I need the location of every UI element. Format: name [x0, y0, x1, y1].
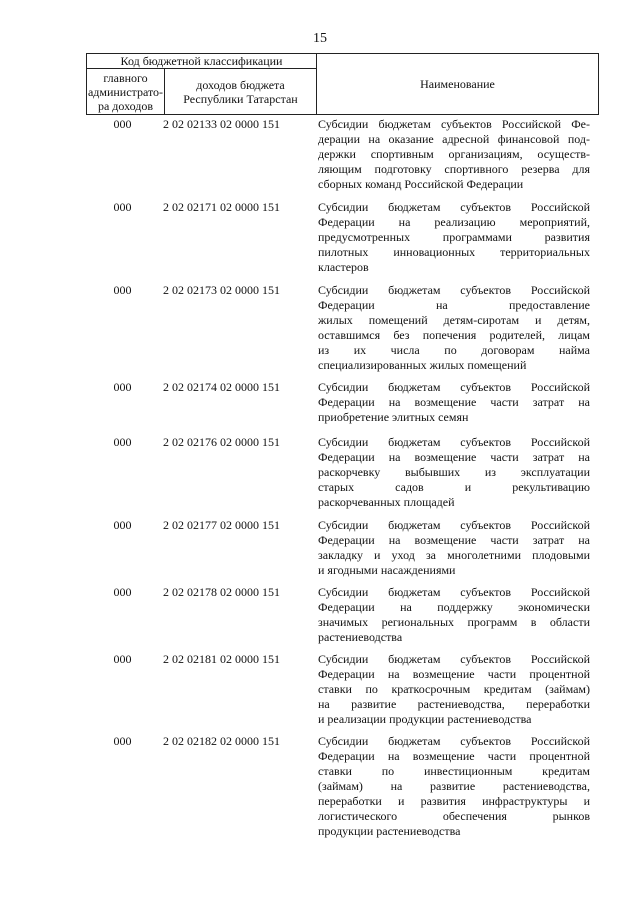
name-line: кластеров [318, 260, 369, 274]
name-line: Субсидии бюджетам субъектов Российской [318, 518, 590, 532]
name-cell [318, 435, 590, 510]
name-line: ляющим подготовку спортивного резерва для [318, 162, 590, 176]
name-line: Федерации на возмещение части процентной [318, 749, 590, 763]
name-line: Субсидии бюджетам субъектов Российской [318, 435, 590, 449]
name-line: Федерации на предоставление [318, 298, 590, 312]
income-code-cell: 2 02 02173 02 0000 151 [163, 283, 280, 297]
name-line: из их числа по договорам найма [318, 343, 590, 357]
name-line: Субсидии бюджетам субъектов Российской [318, 200, 590, 214]
name-line: держки спортивным организациям, осуществ- [318, 147, 590, 161]
header-admin-line: главного [103, 70, 148, 85]
name-line: специализированных жилых помещений [318, 358, 527, 372]
name-cell [318, 734, 590, 839]
table-row [86, 380, 598, 425]
admin-code-cell: 000 [113, 435, 132, 449]
income-code-cell: 2 02 02181 02 0000 151 [163, 652, 280, 666]
name-line: жилых помещений детям-сиротам и детям, [318, 313, 590, 327]
name-cell [318, 585, 590, 645]
header-income-column [165, 69, 317, 115]
name-line: приобретение элитных семян [318, 410, 469, 424]
name-line: дерации на оказание адресной финансовой под- [318, 132, 590, 146]
header-admin-line: ра доходов [97, 98, 154, 113]
income-code-cell: 2 02 02182 02 0000 151 [163, 734, 280, 748]
name-line: и реализации продукции растениеводства [318, 712, 532, 726]
name-line: продукции растениеводства [318, 824, 461, 838]
admin-code-cell: 000 [113, 585, 132, 599]
name-line: Федерации на реализацию мероприятий, [318, 215, 590, 229]
admin-code-cell: 000 [113, 117, 132, 131]
name-line: на развитие растениеводства, переработки [318, 697, 590, 711]
table-row [86, 283, 598, 373]
name-line: пилотных инновационных территориальных [318, 245, 590, 259]
header-income-line: доходов бюджета [196, 77, 285, 92]
income-code-cell: 2 02 02177 02 0000 151 [163, 518, 280, 532]
income-code-cell: 2 02 02174 02 0000 151 [163, 380, 280, 394]
name-cell [318, 200, 590, 275]
name-line: растениеводства [318, 630, 403, 644]
name-cell [318, 652, 590, 727]
name-line: Федерации на поддержку экономически [318, 600, 590, 614]
table-row [86, 734, 598, 839]
table-row [86, 652, 598, 727]
admin-code-cell: 000 [113, 734, 132, 748]
income-code-cell: 2 02 02171 02 0000 151 [163, 200, 280, 214]
table-row [86, 200, 598, 275]
name-line: Субсидии бюджетам субъектов Российской [318, 585, 590, 599]
name-line: сборных команд Российской Федерации [318, 177, 524, 191]
name-cell [318, 283, 590, 373]
header-income-line: Республики Татарстан [183, 91, 298, 106]
table-body [86, 117, 598, 839]
name-line: ставки по инвестиционным кредитам [318, 764, 590, 778]
name-line: Субсидии бюджетам субъектов Российской [318, 652, 590, 666]
income-code-cell: 2 02 02176 02 0000 151 [163, 435, 280, 449]
name-line: раскорчеванных площадей [318, 495, 455, 509]
admin-code-cell: 000 [113, 283, 132, 297]
name-line: значимых региональных программ в области [318, 615, 590, 629]
name-line: переработки и развития инфраструктуры и [318, 794, 590, 808]
header-name-column: Наименование [317, 54, 599, 115]
name-line: оставшимся без попечения родителей, лицам [318, 328, 590, 342]
admin-code-cell: 000 [113, 200, 132, 214]
name-line: Федерации на возмещение части затрат на [318, 395, 590, 409]
name-line: Субсидии бюджетам субъектов Российской [318, 734, 590, 748]
name-line: Субсидии бюджетам субъектов Российской [318, 283, 590, 297]
admin-code-cell: 000 [113, 652, 132, 666]
header-admin-line: администрато- [87, 84, 164, 99]
admin-code-cell: 000 [113, 380, 132, 394]
header-group-title: Код бюджетной классификации [87, 54, 317, 69]
name-line: раскорчевку выбывших из эксплуатации [318, 465, 590, 479]
table-header [86, 53, 599, 115]
name-cell [318, 117, 590, 192]
name-line: Федерации на возмещение части затрат на [318, 450, 590, 464]
table-row [86, 585, 598, 645]
name-line: старых садов и рекультивацию [318, 480, 590, 494]
name-line: и ягодными насаждениями [318, 563, 456, 577]
name-line: логистического обеспечения рынков [318, 809, 590, 823]
name-line: (займам) на развитие растениеводства, [318, 779, 590, 793]
name-line: предусмотренных программами развития [318, 230, 590, 244]
header-admin-column [87, 69, 165, 115]
name-line: Субсидии бюджетам субъектов Российской [318, 380, 590, 394]
name-line: Субсидии бюджетам субъектов Российской Фе- [318, 117, 590, 131]
admin-code-cell: 000 [113, 518, 132, 532]
income-code-cell: 2 02 02178 02 0000 151 [163, 585, 280, 599]
name-line: Федерации на возмещение части затрат на [318, 533, 590, 547]
table-row [86, 518, 598, 578]
name-line: Федерации на возмещение части процентной [318, 667, 590, 681]
income-code-cell: 2 02 02133 02 0000 151 [163, 117, 280, 131]
name-line: закладку и уход за многолетними плодовыми [318, 548, 590, 562]
table-row [86, 435, 598, 510]
name-cell [318, 380, 590, 425]
name-cell [318, 518, 590, 578]
page-number: 15 [313, 31, 327, 46]
table-row [86, 117, 598, 192]
name-line: ставки по краткосрочным кредитам (займам) [318, 682, 590, 696]
